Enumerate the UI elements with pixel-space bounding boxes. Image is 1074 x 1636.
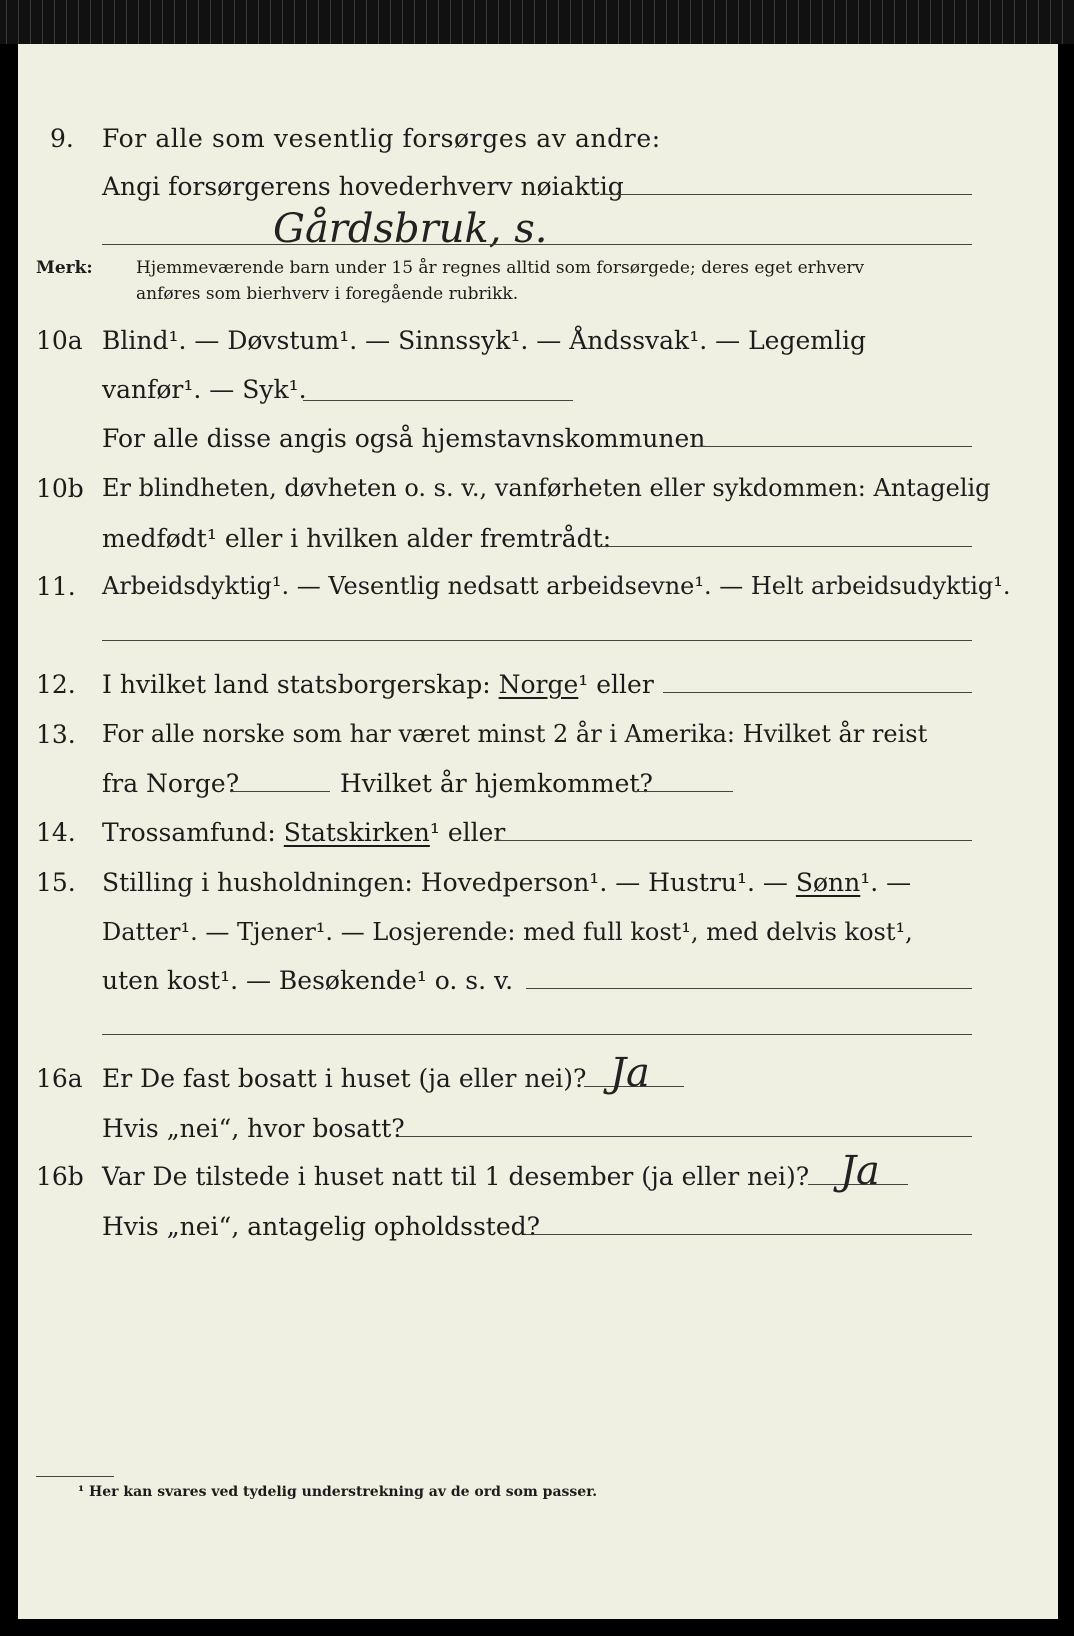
q12-selected-norge: Norge bbox=[498, 670, 579, 699]
q12-number: 12. bbox=[36, 670, 76, 699]
q15-line2: Datter¹. — Tjener¹. — Losjerende: med full kost¹, med delvis kost¹, bbox=[102, 918, 913, 946]
q11-answer-line bbox=[102, 640, 972, 641]
q10a-line3: For alle disse angis også hjemstavnskommunen bbox=[102, 424, 706, 453]
q13-hjemkommet-line bbox=[633, 791, 733, 792]
q15-answer-line-2 bbox=[102, 1034, 972, 1035]
q14-prefix: Trossamfund: bbox=[102, 818, 276, 847]
q13-line2b: Hvilket år hjemkommet? bbox=[340, 769, 653, 798]
q10a-line2: vanfør¹. — Syk¹. bbox=[102, 375, 307, 404]
q11-number: 11. bbox=[36, 572, 76, 601]
q12-answer-line bbox=[663, 692, 972, 693]
q9-answer-line bbox=[600, 194, 972, 195]
q12-suffix: ¹ eller bbox=[578, 670, 654, 699]
scan-edge-strip bbox=[0, 0, 1074, 44]
q16b-opholdssted-line bbox=[526, 1234, 972, 1235]
q12-prefix: I hvilket land statsborgerskap: bbox=[102, 670, 491, 699]
merk-line1: Hjemmeværende barn under 15 år regnes alltid som forsørgede; deres eget erhverv bbox=[136, 258, 865, 278]
q14-suffix: ¹ eller bbox=[429, 818, 506, 847]
q16a-handwritten-answer: Ja bbox=[610, 1050, 650, 1096]
q13-number: 13. bbox=[36, 720, 76, 749]
q11-line1: Arbeidsdyktig¹. — Vesentlig nedsatt arbeidsevne¹. — Helt arbeidsudyktig¹. bbox=[102, 572, 1011, 600]
q16b-line2: Hvis „nei“, antagelig opholdssted? bbox=[102, 1212, 541, 1241]
q10a-kommune-line bbox=[696, 446, 972, 447]
q13-line1: For alle norske som har været minst 2 år i Amerika: Hvilket år reist bbox=[102, 720, 928, 748]
q15-selected-sonn: Sønn bbox=[795, 868, 861, 897]
q10a-number: 10a bbox=[36, 326, 83, 355]
q12-line bbox=[102, 670, 654, 699]
q16a-number: 16a bbox=[36, 1064, 83, 1093]
q13-reist-line bbox=[230, 791, 330, 792]
q14-number: 14. bbox=[36, 818, 76, 847]
census-form-page bbox=[18, 44, 1058, 1619]
q10b-line2: medfødt¹ eller i hvilken alder fremtrådt: bbox=[102, 524, 612, 553]
merk-label: Merk: bbox=[36, 258, 93, 278]
q9-line2: Angi forsørgerens hovederhverv nøiaktig bbox=[102, 172, 624, 201]
q14-line bbox=[102, 818, 505, 847]
q9-answer-line-2 bbox=[102, 244, 972, 245]
merk-line2: anføres som bierhverv i foregående rubrikk. bbox=[136, 284, 519, 304]
q15-line1 bbox=[102, 868, 911, 897]
q9-number: 9. bbox=[50, 124, 74, 153]
q15-answer-line bbox=[526, 988, 972, 989]
q16a-bosatt-line bbox=[398, 1136, 972, 1137]
footnote-rule bbox=[36, 1476, 114, 1477]
q16b-number: 16b bbox=[36, 1162, 84, 1191]
q15-line1b: ¹. — bbox=[860, 868, 912, 897]
q10b-number: 10b bbox=[36, 474, 84, 503]
q16b-handwritten-answer: Ja bbox=[840, 1148, 880, 1194]
q14-selected-statskirken: Statskirken bbox=[283, 818, 430, 847]
q10b-line1: Er blindheten, døvheten o. s. v., vanførheten eller sykdommen: Antagelig bbox=[102, 474, 991, 502]
q9-handwritten-answer: Gårdsbruk, s. bbox=[273, 206, 548, 252]
q16a-line1: Er De fast bosatt i huset (ja eller nei)? bbox=[102, 1064, 587, 1093]
q10a-line1: Blind¹. — Døvstum¹. — Sinnssyk¹. — Åndssvak¹. — Legemlig bbox=[102, 326, 866, 355]
q13-line2a: fra Norge? bbox=[102, 769, 240, 798]
q15-line1a: Stilling i husholdningen: Hovedperson¹. — Hustru¹. — bbox=[102, 868, 788, 897]
q16b-line1: Var De tilstede i huset natt til 1 desember (ja eller nei)? bbox=[102, 1162, 810, 1191]
q15-line3: uten kost¹. — Besøkende¹ o. s. v. bbox=[102, 966, 514, 995]
q16a-line2: Hvis „nei“, hvor bosatt? bbox=[102, 1114, 405, 1143]
q10a-answer-line bbox=[303, 400, 573, 401]
footnote-text: ¹ Her kan svares ved tydelig understrekning av de ord som passer. bbox=[78, 1484, 598, 1500]
q14-answer-line bbox=[496, 840, 972, 841]
q15-number: 15. bbox=[36, 868, 76, 897]
q10b-answer-line bbox=[600, 546, 972, 547]
q9-line1: For alle som vesentlig forsørges av andre: bbox=[102, 124, 661, 153]
